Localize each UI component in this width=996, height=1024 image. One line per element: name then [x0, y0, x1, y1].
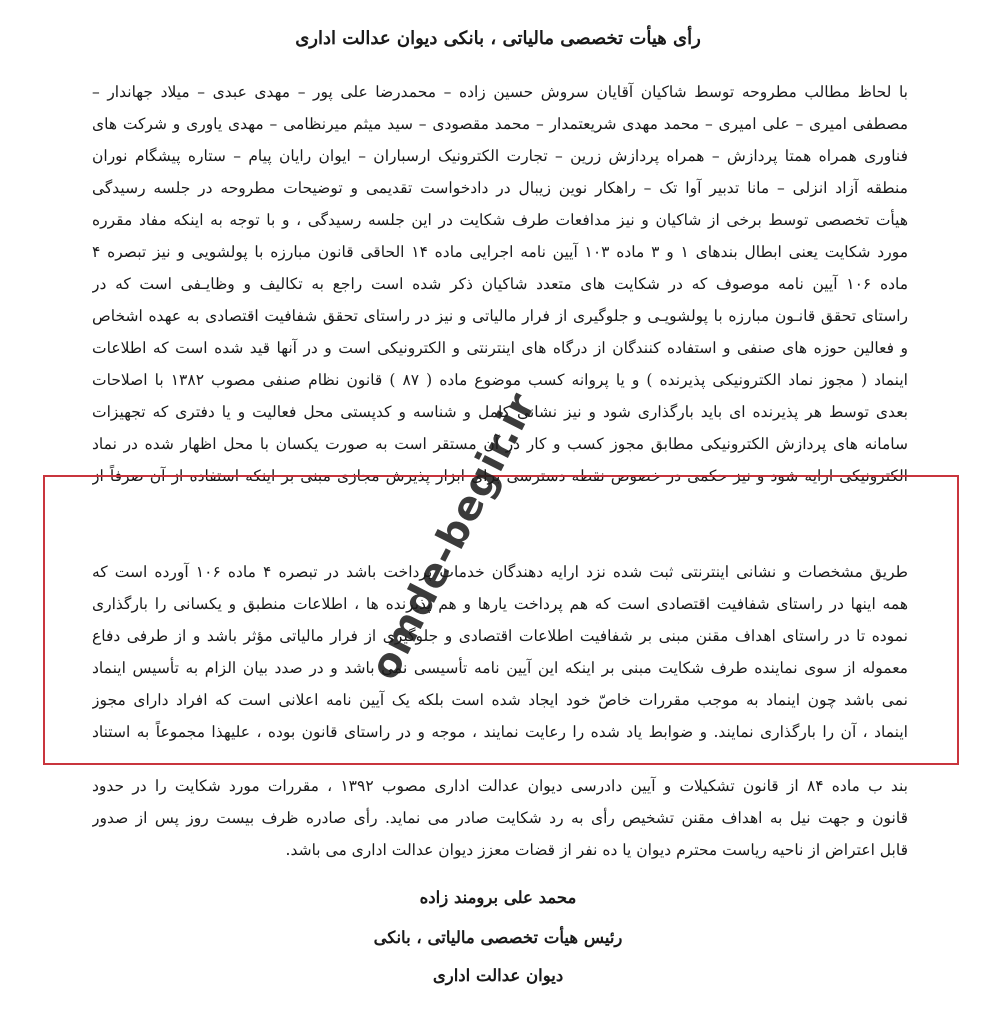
signature-org: دیوان عدالت اداری: [432, 966, 564, 985]
watermark-text: omde-begir.ir: [361, 385, 546, 688]
body-line-5: هیأت تخصصی توسط برخی از شاکیان و نیز مدافعات طرف شکایت در این جلسه رسیدگی ، و با توجه به اینکه مفاد مقرره: [92, 211, 908, 229]
body-line-9: و فعالین حوزه های صنفی و استفاده کنندگان از درگاه های اینترنتی و الکترونیکی است و در آنها قید شده است که اطلاعات: [92, 339, 908, 357]
body-line-12: سامانه های پردازش الکترونیکی مطابق مجوز کسب و کار در آن مستقر است به صورت یکسان با محل اظهار شده در نماد: [92, 435, 908, 453]
body-line-13: الکترونیکی ارایه شود و نیز حکمی در خصوص نقطه دسترسی برای ابزار پذیرش مجازی مبنی بر اینکه استفاده از آن صرفاً از: [92, 467, 908, 485]
body-line-19: اینماد ، آن را بارگذاری نمایند. و ضوابط یاد شده را رعایت نمایند ، موجه و در راستای قانون بوده ، علیهذا مجموعاً به استناد: [92, 723, 908, 741]
body-line-11: بعدی توسط هر پذیرنده ای باید بارگذاری شود و نیز نشانی کامل و شناسه و کدپستی محل فعالیت و یا دفتری که تجهیزات: [92, 403, 908, 421]
signature-role: رئیس هیأت تخصصی مالیاتی ، بانکی: [373, 928, 623, 947]
body-line-14b: طریق مشخصات و نشانی اینترنتی ثبت شده نزد ارایه دهندگان خدمات پرداخت باشد در تبصره ۴ ماده ۱۰۶ آورده است که: [92, 563, 908, 581]
body-line-10: اینماد ( مجوز نماد الکترونیکی پذیرنده ) و یا پروانه کسب موضوع ماده ( ۸۷ ) قانون نظام صنفی مصوب ۱۳۸۲ با اصلاحات: [92, 371, 908, 389]
body-line-20: بند ب ماده ۸۴ از قانون تشکیلات و آیین دادرسی دیوان عدالت اداری مصوب ۱۳۹۲ ، مقررات مورد شکایت را در حدود: [92, 777, 908, 795]
body-line-6: مورد شکایت یعنی ابطال بندهای ۱ و ۳ ماده ۱۰۳ آیین نامه اجرایی ماده ۱۴ الحاقی قانون مبارزه با پولشویی و نیز تبصره ۴: [92, 243, 908, 261]
signature-name: محمد علی برومند زاده: [419, 888, 577, 907]
body-line-17: معموله از سوی نماینده طرف شکایت مبنی بر اینکه این آیین نامه تأسیسی نمی باشد و در صدد بیان الزام به تأسیس اینماد: [92, 659, 908, 677]
body-line-4: منطقه آزاد انزلی – مانا تدبیر آوا تک – راهکار نوین زیبال در دادخواست تقدیمی و توضیحات مطروحه در جلسه رسیدگی: [92, 179, 908, 197]
body-line-8: راستای تحقق قانـون مبارزه با پولشویـی و جلوگیری از فرار مالیاتی و نیز در راستای تحقق شفافیت اقتصادی به عهده اشخاص: [92, 307, 908, 325]
body-line-2: مصطفی امیری – علی امیری – محمد مهدی شریعتمدار – محمد مقصودی – سید میثم میرنظامی – مهدی یاوری و شرکت های: [92, 115, 908, 133]
body-line-21: قانون و جهت نیل به اهداف مقنن تشخیص رأی به رد شکایت صادر می نماید. رأی صادره ظرف بیست روز پس از صدور: [92, 809, 908, 827]
body-line-16: نموده تا در راستای اهداف مقنن مبنی بر شفافیت اطلاعات اقتصادی و جلوگیری از فرار مالیاتی مؤثر باشد و از طرفی دفاع: [92, 627, 908, 645]
body-line-18: نمی باشد چون اینماد به موجب مقررات خاصّ خود ایجاد شده است بلکه یک آیین نامه اعلانی است که افراد دارای مجوز: [92, 691, 908, 709]
body-line-22: قابل اعتراض از ناحیه ریاست محترم دیوان یا ده نفر از قضات معزز دیوان عدالت اداری می باشد.: [285, 841, 908, 859]
body-line-15: همه اینها در راستای شفافیت اقتصادی است که هم پرداخت یارها و هم پذیرنده ها ، اطلاعات منطبق و یکسانی را بارگذاری: [92, 595, 908, 613]
body-line-1: با لحاظ مطالب مطروحه توسط شاکیان آقایان سروش حسین زاده – محمدرضا علی پور – مهدی عبدی – میلاد جهاندار –: [92, 83, 908, 101]
body-line-3: فناوری همراه همتا پردازش – همراه پردازش زرین – تجارت الکترونیک ارسباران – ایوان رایان پیام – ستاره پیشگام نوران: [92, 147, 908, 165]
document-title: رأی هیأت تخصصی مالیاتی ، بانکی دیوان عدالت اداری: [295, 28, 701, 49]
body-line-7: ماده ۱۰۶ آیین نامه موصوف که در شکایت های متعدد شاکیان ذکر شده است راجع به تکالیف و وظایـفی است که در: [92, 275, 908, 293]
